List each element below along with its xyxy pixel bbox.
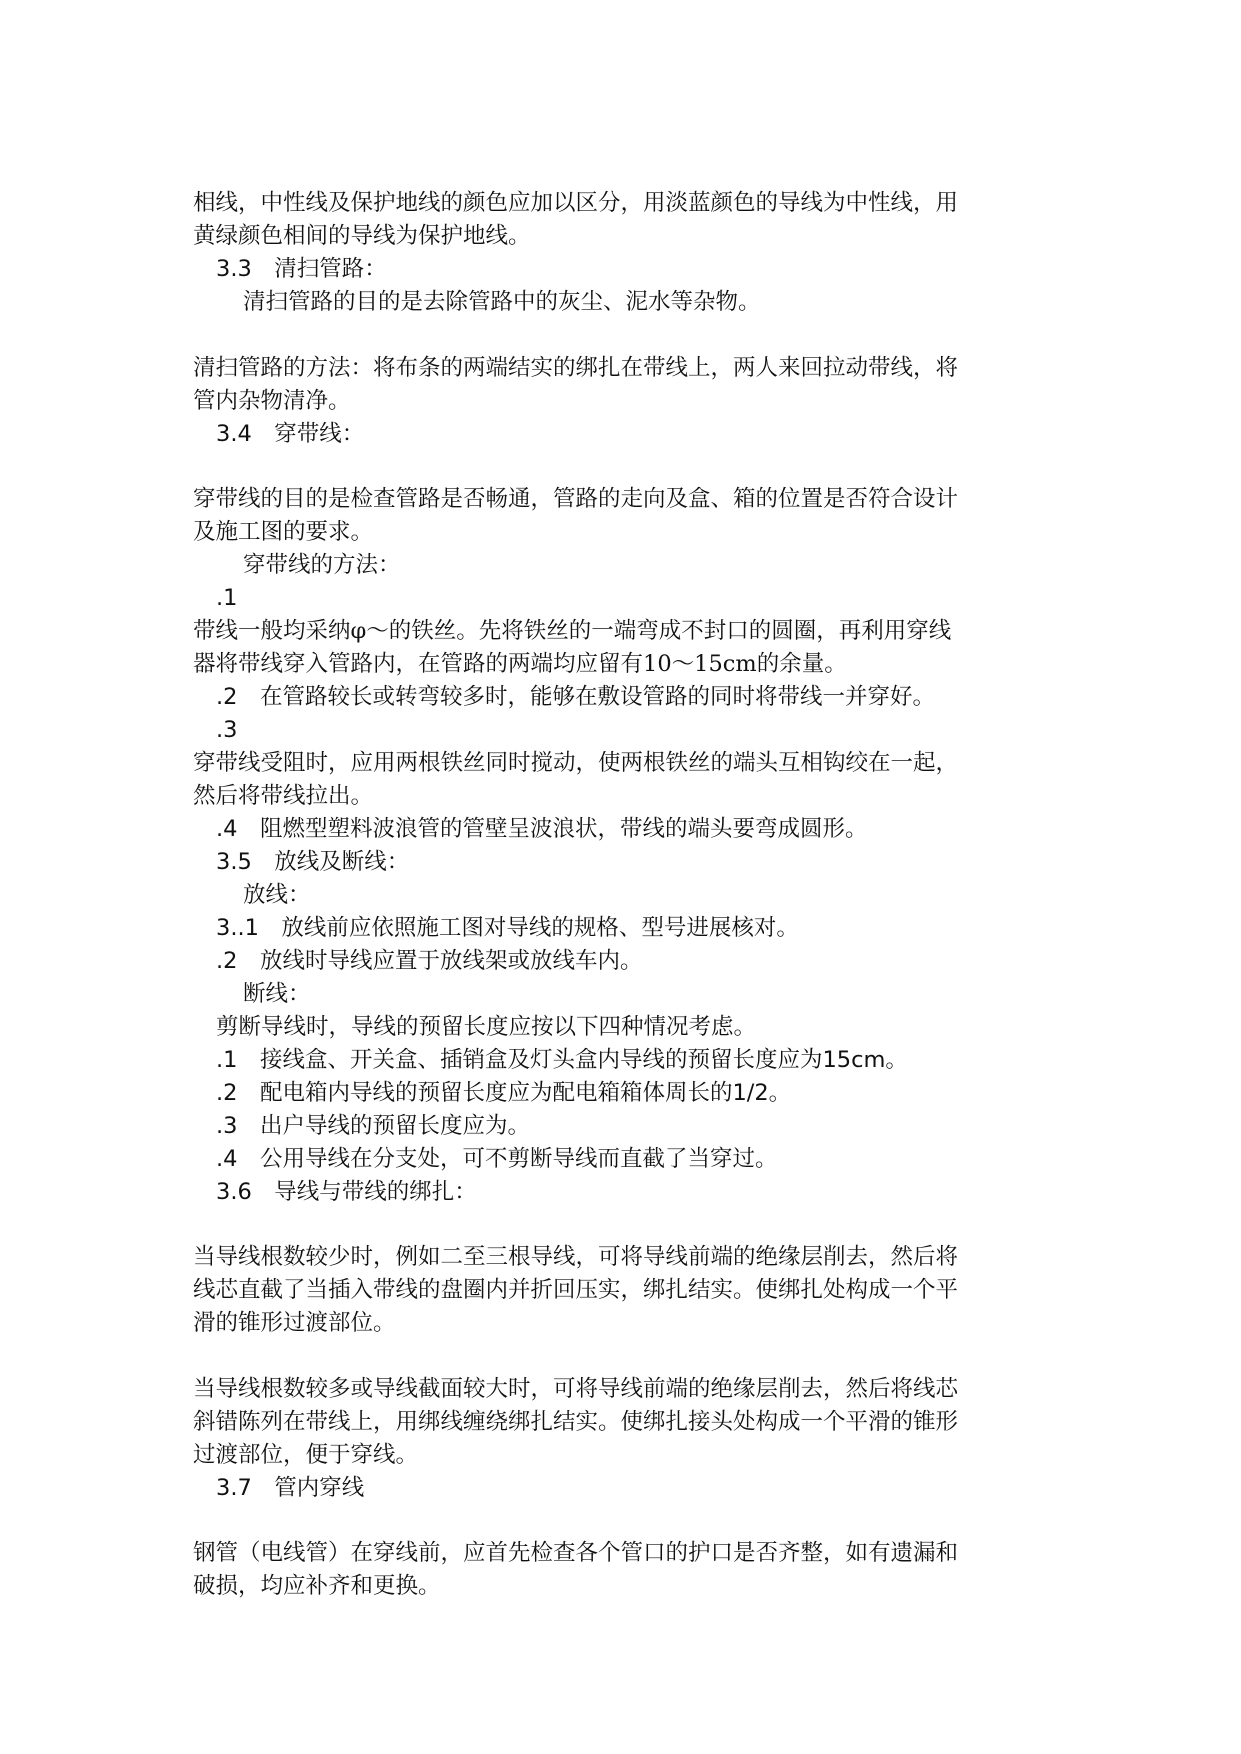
paragraph-line: 相线，中性线及保护地线的颜色应加以区分，用淡蓝颜色的导线为中性线，用 xyxy=(193,190,959,216)
item-number: .1 xyxy=(216,585,238,611)
paragraph-line: 带线一般均采纳φ～的铁丝。先将铁丝的一端弯成不封口的圆圈，再利用穿线 xyxy=(193,618,952,644)
list-item: .2 放线时导线应置于放线架或放线车内。 xyxy=(216,948,643,974)
list-item: .2 配电箱内导线的预留长度应为配电箱箱体周长的1/2。 xyxy=(216,1080,792,1106)
paragraph-line: 斜错陈列在带线上，用绑线缠绕绑扎结实。使绑扎接头处构成一个平滑的锥形 xyxy=(193,1409,959,1435)
list-item: 3..1 放线前应依照施工图对导线的规格、型号进展核对。 xyxy=(216,915,799,941)
paragraph-line: 穿带线的目的是检查管路是否畅通，管路的走向及盒、箱的位置是否符合设计 xyxy=(193,486,959,512)
paragraph-line: 及施工图的要求。 xyxy=(193,519,374,545)
paragraph-line: 穿带线受阻时，应用两根铁丝同时搅动，使两根铁丝的端头互相钩绞在一起， xyxy=(193,750,959,776)
paragraph-line: 过渡部位，便于穿线。 xyxy=(193,1442,419,1468)
paragraph-line: 然后将带线拉出。 xyxy=(193,783,374,809)
list-item: .2 在管路较长或转弯较多时，能够在敷设管路的同时将带线一并穿好。 xyxy=(216,684,935,710)
subheading: 穿带线的方法： xyxy=(243,552,401,578)
section-heading: 3.7 管内穿线 xyxy=(216,1475,365,1501)
paragraph-line: 管内杂物清净。 xyxy=(193,388,351,414)
list-item: .1 接线盒、开关盒、插销盒及灯头盒内导线的预留长度应为15cm。 xyxy=(216,1047,908,1073)
paragraph-line: 当导线根数较少时，例如二至三根导线，可将导线前端的绝缘层削去，然后将 xyxy=(193,1244,959,1270)
paragraph-line: 当导线根数较多或导线截面较大时，可将导线前端的绝缘层削去，然后将线芯 xyxy=(193,1376,959,1402)
subheading: 断线： xyxy=(243,981,311,1007)
list-item: .4 公用导线在分支处，可不剪断导线而直截了当穿过。 xyxy=(216,1146,778,1172)
paragraph-line: 剪断导线时，导线的预留长度应按以下四种情况考虑。 xyxy=(216,1014,757,1040)
section-heading: 3.5 放线及断线： xyxy=(216,849,410,875)
section-heading: 3.4 穿带线： xyxy=(216,421,365,447)
paragraph-line: 器将带线穿入管路内，在管路的两端均应留有10～15cm的余量。 xyxy=(193,651,847,677)
list-item: .3 出户导线的预留长度应为。 xyxy=(216,1113,530,1139)
paragraph-line: 清扫管路的目的是去除管路中的灰尘、泥水等杂物。 xyxy=(243,289,761,315)
subheading: 放线： xyxy=(243,882,311,908)
paragraph-line: 钢管（电线管）在穿线前，应首先检查各个管口的护口是否齐整，如有遗漏和 xyxy=(193,1540,959,1566)
list-item: .4 阻燃型塑料波浪管的管壁呈波浪状，带线的端头要弯成圆形。 xyxy=(216,816,868,842)
item-number: .3 xyxy=(216,717,238,743)
paragraph-line: 线芯直截了当插入带线的盘圈内并折回压实，绑扎结实。使绑扎处构成一个平 xyxy=(193,1277,959,1303)
paragraph-line: 黄绿颜色相间的导线为保护地线。 xyxy=(193,223,531,249)
section-heading: 3.3 清扫管路： xyxy=(216,256,387,282)
section-heading: 3.6 导线与带线的绑扎： xyxy=(216,1179,477,1205)
paragraph-line: 清扫管路的方法：将布条的两端结实的绑扎在带线上，两人来回拉动带线，将 xyxy=(193,355,959,381)
paragraph-line: 滑的锥形过渡部位。 xyxy=(193,1310,396,1336)
paragraph-line: 破损，均应补齐和更换。 xyxy=(193,1573,441,1599)
